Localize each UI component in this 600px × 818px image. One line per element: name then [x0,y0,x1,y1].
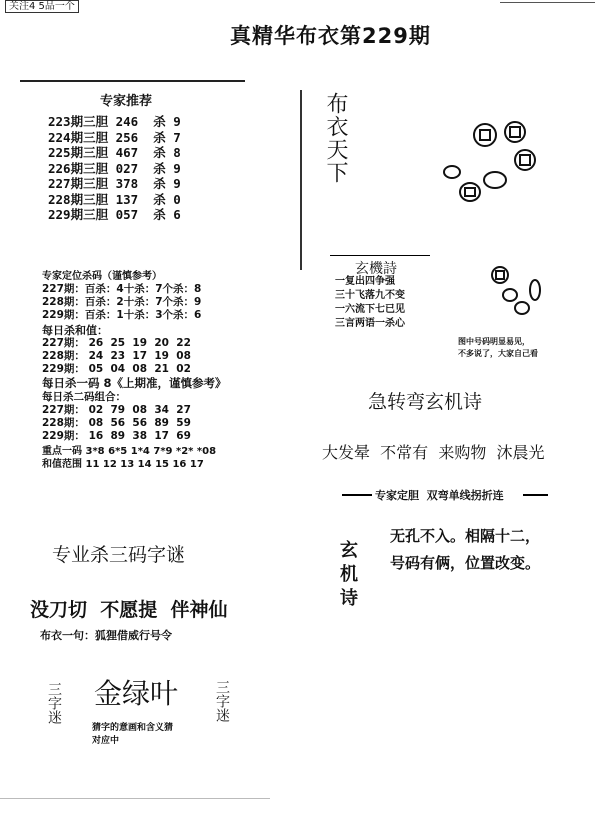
position-row: 229期：百杀：1十杀：3个杀：6 [42,309,202,321]
poem-top-rule [330,255,430,256]
banner-rule-right [523,494,548,496]
riddle-subtitle: 布衣一句：狐狸借威行号令 [40,629,172,642]
sum-title: 每日杀和值： [42,324,108,337]
expert-row: 226期三胆 027 杀 9 [48,160,181,176]
xuanji-vertical: 玄机诗 [337,540,358,612]
poem-lines [335,275,405,331]
bottom-rule [0,798,270,799]
twocode-row: 229期： 16 89 38 17 69 [42,430,191,442]
poem-line: 三言两语一杀心 [335,318,405,329]
buyi-vertical-title: 布衣天下 [323,92,348,184]
top-right-rule [500,2,595,3]
sum-row: 229期： 05 04 08 21 02 [42,363,191,375]
poem-line: 一六流下七已见 [335,304,405,315]
urgent-title: 急转弯玄机诗 [368,391,483,413]
expert-row: 223期三胆 246 杀 9 [48,114,181,129]
xuanji-line-1: 无孔不入。相隔十二， [390,527,541,545]
riddle-note-2: 对应中 [92,736,120,746]
onecode-title: 每日杀一码 8《上期准，谨慎参考》 [42,376,227,390]
coin-chain-illustration [480,260,550,330]
header-tag: 关注4 5品一个 [5,0,79,13]
riddle-side-right: 三字迷 [214,680,230,722]
riddle-phrase: 没刀切 不愿提 伴神仙 [30,599,228,621]
urgent-words: 大发晕 不常有 来购物 沐晨光 [322,443,545,462]
riddle-note-1: 猜字的意画和含义猜 [92,723,174,733]
image-note-2: 不多说了，大家自己看 [458,348,538,358]
expert-row: 225期三胆 467 杀 8 [48,145,181,160]
page-title: 真精华布衣第229期 [230,24,431,48]
position-title: 专家定位杀码（谨慎参考） [42,271,162,282]
poem-line: 三十飞落九不变 [335,290,405,301]
expert-list [48,114,181,223]
expert-row: 228期三胆 137 杀 0 [48,191,181,207]
right-divider [300,90,304,270]
poem-line: 一复出四争强 [335,276,395,287]
expert-row: 224期三胆 256 杀 7 [48,129,181,145]
sum-range-line: 和值范围 11 12 13 14 15 16 17 [42,459,204,470]
expert-banner: 专家定胆 双弯单线拐折连 [375,489,504,502]
expert-top-rule [20,80,245,90]
sum-row: 228期： 24 23 17 19 08 [42,350,191,362]
coins-illustration [430,110,560,220]
riddle-title: 专业杀三码字谜 [52,544,186,566]
twocode-title: 每日杀二码组合： [42,391,126,403]
twocode-row: 227期： 02 79 08 34 27 [42,404,191,416]
riddle-side-left: 三字迷 [46,682,62,724]
key-code-line: 重点一码 3*8 6*5 1*4 7*9 *2* *08 [42,446,217,457]
image-note-1: 图中号码明显易见， [458,336,530,346]
expert-row: 227期三胆 378 杀 9 [48,176,181,191]
twocode-row: 228期： 08 56 56 89 59 [42,417,191,429]
position-row: 227期：百杀：4十杀：7个杀：8 [42,283,202,295]
expert-title: 专家推荐 [100,94,153,109]
riddle-center-word: 金绿叶 [94,677,179,710]
position-row: 228期：百杀：2十杀：7个杀：9 [42,296,202,308]
xuanji-line-2: 号码有俩，位置改变。 [390,554,541,572]
sum-row: 227期： 26 25 19 20 22 [42,337,191,349]
banner-rule-left [342,494,372,496]
poem-title: 玄機詩 [355,261,397,277]
expert-row: 229期三胆 057 杀 6 [48,207,181,222]
